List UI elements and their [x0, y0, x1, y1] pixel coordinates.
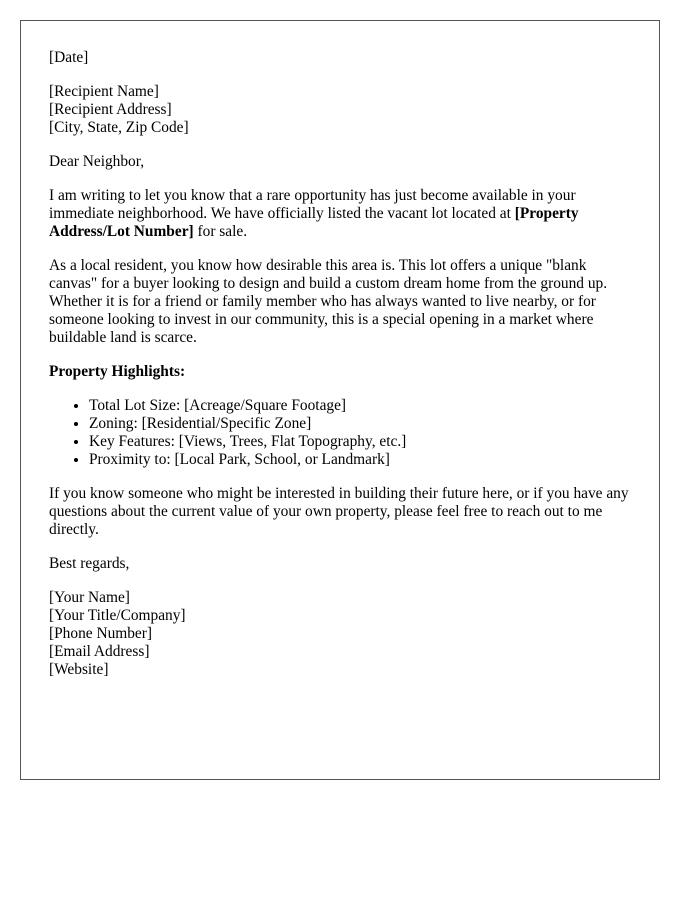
highlights-list	[49, 397, 631, 469]
signature-block	[49, 589, 631, 679]
date-line	[49, 49, 631, 67]
letter-body	[49, 49, 631, 679]
highlight-item-features: • Key Features: [Views, Trees, Flat Topography, etc.]	[89, 433, 631, 451]
salutation: Dear Neighbor,	[49, 153, 145, 170]
date: [Date]	[49, 49, 89, 66]
highlights-heading: Property Highlights:	[49, 363, 186, 380]
letter-page	[20, 20, 660, 780]
paragraph-intro-text: I am writing to let you know that a rare opportunity has just become available in your immediate neighborhood. We have officially listed the vacant lot located at	[49, 187, 576, 222]
signature-name: [Your Name]	[49, 589, 130, 606]
signature-title-company: [Your Title/Company]	[49, 607, 186, 624]
highlight-item-zoning: • Zoning: [Residential/Specific Zone]	[89, 415, 631, 433]
signature-phone: [Phone Number]	[49, 625, 153, 642]
recipient-city-state-zip: [City, State, Zip Code]	[49, 119, 189, 136]
recipient-block	[49, 83, 631, 137]
paragraph-contact: If you know someone who might be interested in building their future here, or if you have any questions about the current value of your own property, please feel free to reach out to me directly.	[49, 485, 629, 538]
recipient-address: [Recipient Address]	[49, 101, 172, 118]
recipient-name: [Recipient Name]	[49, 83, 159, 100]
paragraph-area: As a local resident, you know how desirable this area is. This lot offers a unique "blank canvas" for a buyer looking to design and build a custom dream home from the ground up. Whether it is for a friend or family member who has always wanted to live nearby, or for someone looking to invest in our community, this is a special opening in a market where buildable land is scarce.	[49, 257, 608, 346]
signature-website: [Website]	[49, 661, 109, 678]
property-address-placeholder: [Property Address/Lot Number]	[49, 205, 579, 240]
highlight-item-proximity: • Proximity to: [Local Park, School, or Landmark]	[89, 451, 631, 469]
highlight-item-lot-size: • Total Lot Size: [Acreage/Square Footage]	[89, 397, 631, 415]
signature-email: [Email Address]	[49, 643, 150, 660]
paragraph-intro-end: for sale.	[193, 223, 248, 240]
paragraph-intro	[49, 187, 631, 241]
closing: Best regards,	[49, 555, 130, 572]
